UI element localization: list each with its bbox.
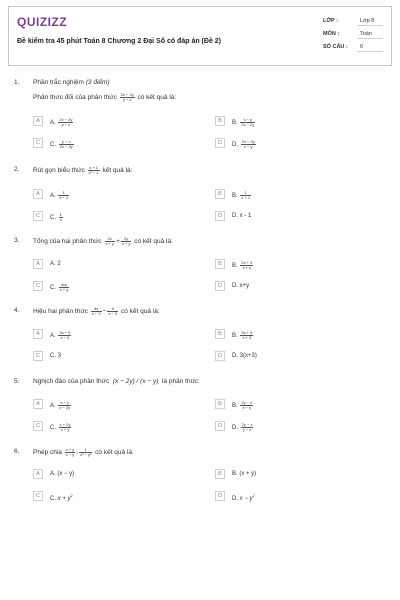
question-note: (3 điểm) [85,79,110,86]
fraction [65,447,79,457]
option-b[interactable] [215,329,375,341]
denominator: x + y [59,287,69,292]
numerator: 1 [240,191,251,196]
division-sign: : [76,449,79,457]
option-text [232,283,249,289]
fraction [240,401,253,410]
question-text-after: có kết quả là: [120,308,160,316]
option-letter-badge: C [33,281,43,291]
option-letter-badge: A [33,116,43,126]
denominator: x² − y² [80,452,92,457]
numerator: x − y [240,118,255,123]
document-title: Đề kiểm tra 45 phút Toán 8 Chương 2 Đại Số có đáp án (Đề 2) [17,38,222,45]
denominator: y − x [242,427,252,432]
denominator: x² − 1 [88,170,99,175]
math-expression: (x − 2y) / (x − y) [112,378,159,385]
fraction [59,140,74,149]
option-text [232,353,257,359]
option-d[interactable] [215,351,375,363]
option-d[interactable] [215,281,375,293]
option-text [50,493,73,502]
numerator: 2x + 2 [241,260,253,265]
option-letter-badge: D [215,211,225,221]
option-base: x + y [57,496,71,502]
question-text [33,378,200,385]
option-letter-badge: B [215,116,225,126]
question-text-after: là phân thức: [162,378,200,385]
option-prefix: C. [50,353,56,359]
option-prefix: C. [50,285,56,292]
question-text-before: Phép chia [33,449,62,457]
option-text [232,401,254,410]
denominator: x + y [242,265,252,270]
option-letter-badge: A [33,329,43,339]
fraction [121,237,132,246]
option-letter-badge: D [215,421,225,431]
minus-sign: − [102,308,107,316]
option-b[interactable] [215,189,375,201]
option-a[interactable] [33,189,193,201]
numerator: 1 [59,212,62,217]
fraction [240,118,255,127]
option-d[interactable] [215,491,375,503]
option-letter-badge: B [215,259,225,269]
meta-label: SỐ CÂU : [323,44,348,50]
option-c[interactable] [33,211,193,223]
quizizz-logo: QUIZIZZ [17,15,68,29]
option-prefix: D. [232,425,238,432]
option-text [50,140,75,149]
numerator: 2y [121,237,132,242]
option-text [50,353,61,359]
fraction [58,118,73,127]
option-text [232,471,256,477]
option-prefix: A. [50,120,56,127]
question-number: 4. [14,307,20,314]
question-subtext [33,93,176,102]
option-text [232,331,254,340]
numerator: 2y − x [241,422,253,427]
meta-label: MÔN : [323,31,340,37]
option-b[interactable] [215,116,375,128]
option-text [50,471,74,477]
question-number: 5. [14,378,20,385]
question-text [33,79,110,86]
fraction [79,448,92,457]
numerator: 1 [58,191,69,196]
option-prefix: D. [232,213,238,219]
subtext-before: Phân thức đối của phân thức [33,94,117,102]
denominator: 2x − 2y [241,122,255,127]
option-letter-badge: B [215,329,225,339]
numerator: 3x + 9 [241,330,253,335]
fraction [240,191,251,200]
numerator: 9 [107,307,118,312]
denominator: x + y [121,241,131,246]
option-text [50,331,72,340]
option-prefix: B. [232,263,238,270]
option-c[interactable] [33,491,193,503]
quiz-header [8,6,392,66]
meta-value: Lớp 8 [358,18,383,26]
option-prefix: C. [50,425,56,432]
option-text [232,140,257,149]
option-c[interactable] [33,138,193,150]
option-c[interactable] [33,351,193,363]
denominator: x − 3 [91,311,101,316]
fraction [91,307,102,316]
numerator: 3x [91,307,102,312]
denominator: x + y [60,427,70,432]
fraction [58,191,69,200]
option-text [50,401,72,410]
meta-value: 6 [358,44,383,52]
question-text [33,307,160,316]
option-c[interactable] [33,421,193,433]
question-text-before: Nghịch đảo của phân thức [33,378,110,385]
option-prefix: C. [50,215,56,222]
question-text-before: Rút gọn biểu thức [33,167,85,175]
option-text [232,493,255,502]
numerator: 2x − 2y [120,92,134,97]
option-letter-badge: C [33,211,43,221]
denominator: x + y [105,241,115,246]
option-b[interactable] [215,399,375,411]
option-exponent: 2 [252,493,255,498]
numerator: x − y [58,401,71,406]
option-text [232,191,252,200]
option-text [232,118,256,127]
question-text-main: Phần trắc nghiệm [33,79,84,86]
option-c[interactable] [33,281,193,293]
option-letter-badge: B [215,189,225,199]
fraction [107,307,118,316]
option-a[interactable] [33,399,193,411]
fraction [88,166,100,175]
option-d[interactable] [215,211,375,223]
denominator: x − 1 [59,195,69,200]
option-letter-badge: B [215,399,225,409]
option-prefix: B. [232,120,238,127]
denominator: y − x [122,97,132,102]
meta-info [323,15,383,54]
question-text-after: kết quả là: [102,167,133,175]
option-text [50,191,70,200]
meta-row-subject [323,28,383,41]
fraction [240,261,253,270]
option-value: x+y [239,283,250,289]
denominator: x + 1 [241,195,251,200]
denominator: 2x − 2y [59,144,73,149]
fraction [58,331,71,340]
option-prefix: B. [232,193,238,200]
subtext-after: có kết quả là: [137,94,177,102]
numerator: 4xy [59,283,70,288]
option-letter-badge: D [215,138,225,148]
option-letter-badge: A [33,399,43,409]
option-value: (x − y) [57,471,75,477]
option-d[interactable] [215,421,375,433]
fraction [59,283,70,292]
question-text-before: Hiệu hai phân thức [33,308,88,316]
option-letter-badge: B [215,469,225,479]
option-value: 3(x+3) [239,353,257,359]
numerator: 2x − 2y [59,117,73,122]
option-text [50,118,74,127]
option-text [50,261,61,267]
meta-row-class [323,15,383,28]
question-text [33,448,134,457]
option-letter-badge: C [33,138,43,148]
option-a[interactable] [33,469,193,481]
question-text [33,237,173,246]
option-prefix: D. [232,142,238,149]
option-prefix: C. [50,142,56,149]
option-prefix: A. [50,333,56,340]
meta-label: LỚP : [323,18,338,24]
numerator: 2x [105,237,116,242]
numerator: x + y [65,447,75,452]
numerator: 1 [79,448,92,453]
option-letter-badge: A [33,469,43,479]
fraction [59,213,63,222]
option-prefix: B. [232,471,238,477]
option-prefix: B. [232,403,238,410]
denominator: x [59,217,62,222]
option-text [232,261,254,270]
denominator: x − y [242,405,252,410]
fraction [59,423,72,432]
option-letter-badge: D [215,281,225,291]
option-text [50,213,64,222]
option-prefix: A. [50,471,56,477]
option-a[interactable] [33,259,193,271]
option-value: (x + y) [239,471,257,477]
option-d[interactable] [215,138,375,150]
option-prefix: D. [232,496,238,502]
question-number: 1. [14,79,20,86]
option-letter-badge: D [215,491,225,501]
option-text [50,423,72,432]
option-a[interactable] [33,116,193,128]
option-b[interactable] [215,469,375,481]
fraction [58,401,71,410]
option-prefix: D. [232,283,238,289]
option-letter-badge: A [33,259,43,269]
meta-row-count [323,41,383,54]
option-text [232,213,251,219]
numerator: 3x + 9 [59,330,71,335]
question-text-after: có kết quả là: [134,238,173,246]
numerator: y − x [59,140,74,145]
fraction [105,237,116,246]
option-value: x - 1 [239,213,252,219]
question-text [33,166,132,175]
option-prefix: D. [232,353,238,359]
numerator: 2x − 2y [241,139,255,144]
denominator: x − y [243,144,253,149]
plus-sign: + [116,238,120,246]
option-prefix: A. [50,403,56,410]
option-letter-badge: A [33,189,43,199]
numerator: x + 2y [59,422,71,427]
fraction [240,331,253,340]
option-letter-badge: C [33,351,43,361]
option-value: 3 [57,353,62,359]
option-prefix: A. [50,261,56,267]
option-letter-badge: C [33,491,43,501]
option-base: x − y [239,496,253,502]
option-text [50,283,70,292]
question-number: 3. [14,237,20,244]
fraction [241,140,256,149]
option-value: 2 [57,261,61,267]
option-letter-badge: C [33,421,43,431]
option-letter-badge: D [215,351,225,361]
option-b[interactable] [215,259,375,271]
denominator: x + 3 [242,335,252,340]
question-number: 6. [14,448,20,455]
question-text-before: Tổng của hai phân thức [33,238,102,246]
option-exponent: 2 [70,493,73,498]
denominator: x − 3 [108,311,118,316]
numerator: 2y − x [241,400,253,405]
meta-value: Toán [358,31,383,39]
fraction [120,93,135,102]
option-a[interactable] [33,329,193,341]
denominator: x − 2y [59,405,71,410]
option-prefix: B. [232,333,238,340]
option-prefix: A. [50,193,56,200]
option-prefix: C. [50,496,56,502]
question-text-after: có kết quả là: [95,449,134,457]
denominator: y − x [61,122,71,127]
numerator: x + 1 [89,165,98,170]
option-text [232,423,254,432]
fraction [241,423,254,432]
denominator: x − y [65,452,75,457]
denominator: x − 3 [60,335,70,340]
question-number: 2. [14,166,20,173]
